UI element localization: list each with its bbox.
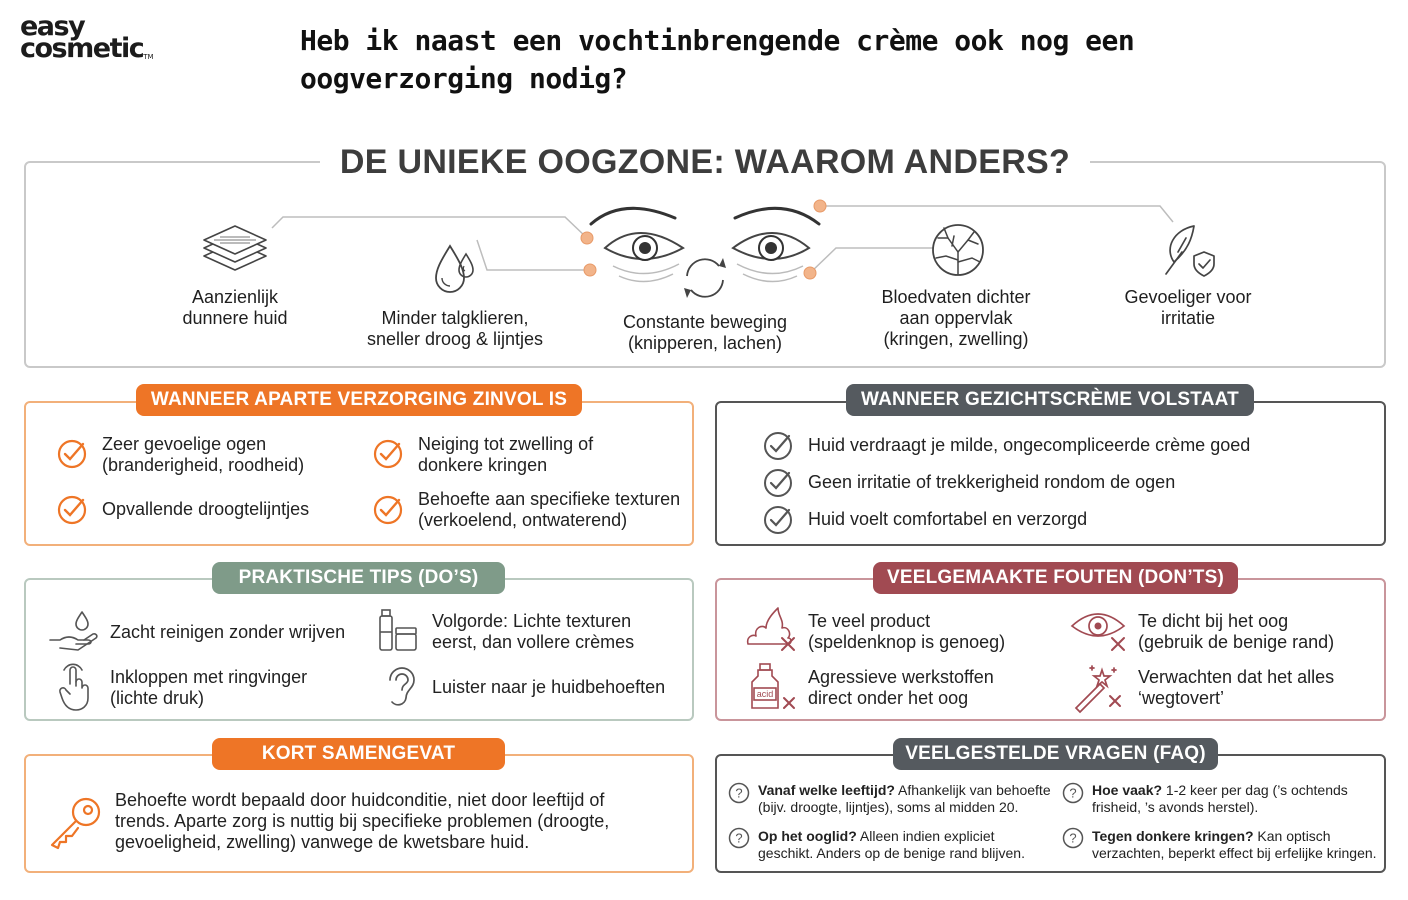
tip-item-2 — [432, 611, 634, 653]
key-icon — [48, 794, 104, 850]
droplets-icon — [430, 240, 480, 298]
eye-x-icon — [1070, 606, 1130, 652]
feature-sebaceous — [340, 308, 570, 350]
feather-shield-icon — [1160, 222, 1220, 278]
check-circle-icon — [56, 494, 88, 526]
feature-movement — [600, 312, 810, 354]
logo-line-1: easy — [20, 11, 85, 42]
faq-title: VEELGESTELDE VRAGEN (FAQ) — [893, 738, 1218, 770]
summary-title: KORT SAMENGEVAT — [212, 738, 505, 770]
feature-line: Gevoeliger voor — [1124, 287, 1252, 307]
logo-word: cosmetic — [20, 33, 144, 64]
faq-answer: Kan optisch — [1253, 828, 1331, 844]
item-line: Zacht reinigen zonder wrijven — [110, 622, 346, 642]
faq-answer: Afhankelijk van behoefte — [894, 782, 1051, 798]
face-cream-item-3: Huid voelt comfortabel en verzorgd — [808, 509, 1088, 529]
faq-answer: 1-2 keer per dag (’s ochtends — [1162, 782, 1348, 798]
mistake-item-1 — [808, 611, 1005, 653]
item-line: (lichte druk) — [110, 688, 205, 708]
item-line: (verkoelend, ontwaterend) — [418, 510, 628, 530]
cream-dollop-x-icon — [744, 606, 798, 652]
feature-line: dunnere huid — [182, 308, 288, 328]
tips-title: PRAKTISCHE TIPS (DO’S) — [212, 562, 505, 594]
acid-label: acid — [756, 689, 774, 699]
svg-text:?: ? — [735, 785, 743, 801]
feature-blood-vessels — [856, 287, 1056, 350]
faq-item-3 — [758, 828, 1025, 862]
faq-answer: (bijv. droogte, lijntjes), soms al midden 20. — [758, 799, 1019, 815]
item-line: Inkloppen met ringvinger — [110, 667, 308, 687]
svg-text:?: ? — [1069, 830, 1077, 846]
faq-answer: Alleen indien expliciet — [856, 828, 995, 844]
mistake-item-2 — [1138, 611, 1334, 653]
item-line: Zeer gevoelige ogen — [102, 434, 267, 454]
face-cream-item-1: Huid verdraagt je milde, ongecompliceerde crème goed — [808, 435, 1251, 455]
feature-line: sneller droog & lijntjes — [366, 329, 544, 349]
item-line: (speldenknop is genoeg) — [808, 632, 1006, 652]
check-circle-icon — [372, 438, 404, 470]
separate-item-4 — [418, 489, 680, 531]
hand-drop-icon — [48, 608, 100, 654]
tip-item-1 — [110, 622, 345, 643]
feature-line: Aanzienlijk — [191, 287, 279, 307]
face-cream-item-2: Geen irritatie of trekkerigheid rondom de ogen — [808, 472, 1176, 492]
summary-line: Behoefte wordt bepaald door huidconditie, niet door leeftijd of — [115, 790, 605, 810]
svg-text:?: ? — [1069, 785, 1077, 801]
item-line: Te veel product — [808, 611, 931, 631]
when-separate-title: WANNEER APARTE VERZORGING ZINVOL IS — [136, 384, 582, 416]
summary-text — [115, 790, 609, 853]
when-face-cream-title: WANNEER GEZICHTSCRÈME VOLSTAAT — [846, 384, 1254, 416]
svg-text:?: ? — [735, 830, 743, 846]
layers-icon — [200, 220, 270, 276]
mistake-item-3 — [808, 667, 994, 709]
feature-thin-skin — [150, 287, 320, 329]
item-line: donkere kringen — [418, 455, 548, 475]
item-line: direct onder het oog — [808, 688, 969, 708]
veins-icon — [930, 222, 986, 278]
item-line: (branderigheid, roodheid) — [102, 455, 305, 475]
faq-question: Vanaf welke leeftijd? — [758, 782, 895, 798]
feature-line: Bloedvaten dichter — [881, 287, 1031, 307]
item-line: eerst, dan vollere crèmes — [432, 632, 635, 652]
feature-line: Constante beweging — [622, 312, 788, 332]
question-circle-icon — [1062, 827, 1084, 849]
item-line: Te dicht bij het oog — [1138, 611, 1289, 631]
bottles-icon — [378, 606, 418, 654]
magic-wand-x-icon — [1072, 662, 1126, 712]
faq-question: Tegen donkere kringen? — [1092, 828, 1254, 844]
feature-line: aan oppervlak — [899, 308, 1013, 328]
feature-irritation — [1098, 287, 1278, 329]
page-question: Heb ik naast een vochtinbrengende crème ook nog een oogverzorging nodig? — [300, 24, 1135, 95]
eye-zone-title: DE UNIEKE OOGZONE: WAAROM ANDERS? — [320, 143, 1090, 182]
acid-bottle-x-icon — [750, 662, 800, 712]
faq-item-4 — [1092, 828, 1377, 862]
faq-answer: frisheid, ’s avonds herstel). — [1092, 799, 1259, 815]
separate-item-2 — [418, 434, 593, 476]
mistakes-title: VEELGEMAAKTE FOUTEN (DON’TS) — [873, 562, 1238, 594]
check-circle-icon — [762, 504, 794, 536]
item-line: (gebruik de benige rand) — [1138, 632, 1335, 652]
item-line: Behoefte aan specifieke texturen — [418, 489, 681, 509]
question-circle-icon — [728, 782, 750, 804]
faq-item-1 — [758, 782, 1051, 816]
faq-question: Op het ooglid? — [758, 828, 857, 844]
faq-answer: geschikt. Anders op de benige rand blijven. — [758, 845, 1025, 861]
question-circle-icon — [728, 827, 750, 849]
tip-item-4 — [432, 677, 665, 698]
summary-line: gevoeligheid, zwelling) vanwege de kwetsbare huid. — [115, 832, 530, 852]
feature-line: Minder talgklieren, — [381, 308, 529, 328]
item-line: Neiging tot zwelling of — [418, 434, 594, 454]
ear-icon — [382, 664, 418, 710]
feature-line: (knipperen, lachen) — [627, 333, 783, 353]
summary-line: trends. Aparte zorg is nuttig bij specifieke problemen (droogte, — [115, 811, 610, 831]
finger-tap-icon — [56, 664, 96, 712]
logo-trademark: TM — [143, 53, 154, 61]
feature-line: irritatie — [1160, 308, 1215, 328]
question-circle-icon — [1062, 782, 1084, 804]
faq-question: Hoe vaak? — [1092, 782, 1163, 798]
check-circle-icon — [762, 467, 794, 499]
check-circle-icon — [762, 430, 794, 462]
check-circle-icon — [56, 438, 88, 470]
faq-answer: verzachten, beperkt effect bij erfelijke kringen. — [1092, 845, 1377, 861]
item-line: Verwachten dat het alles — [1138, 667, 1335, 687]
item-line: Luister naar je huidbehoeften — [432, 677, 666, 697]
check-circle-icon — [372, 494, 404, 526]
item-line: Volgorde: Lichte texturen — [432, 611, 632, 631]
item-line: ‘wegtovert’ — [1138, 688, 1225, 708]
faq-item-2 — [1092, 782, 1348, 816]
separate-item-3 — [102, 499, 309, 520]
item-line: Opvallende droogtelijntjes — [102, 499, 310, 519]
feature-line: (kringen, zwelling) — [883, 329, 1029, 349]
item-line: Agressieve werkstoffen — [808, 667, 994, 687]
separate-item-1 — [102, 434, 304, 476]
tip-item-3 — [110, 667, 307, 709]
mistake-item-4 — [1138, 667, 1334, 709]
eyes-icon — [583, 196, 833, 306]
